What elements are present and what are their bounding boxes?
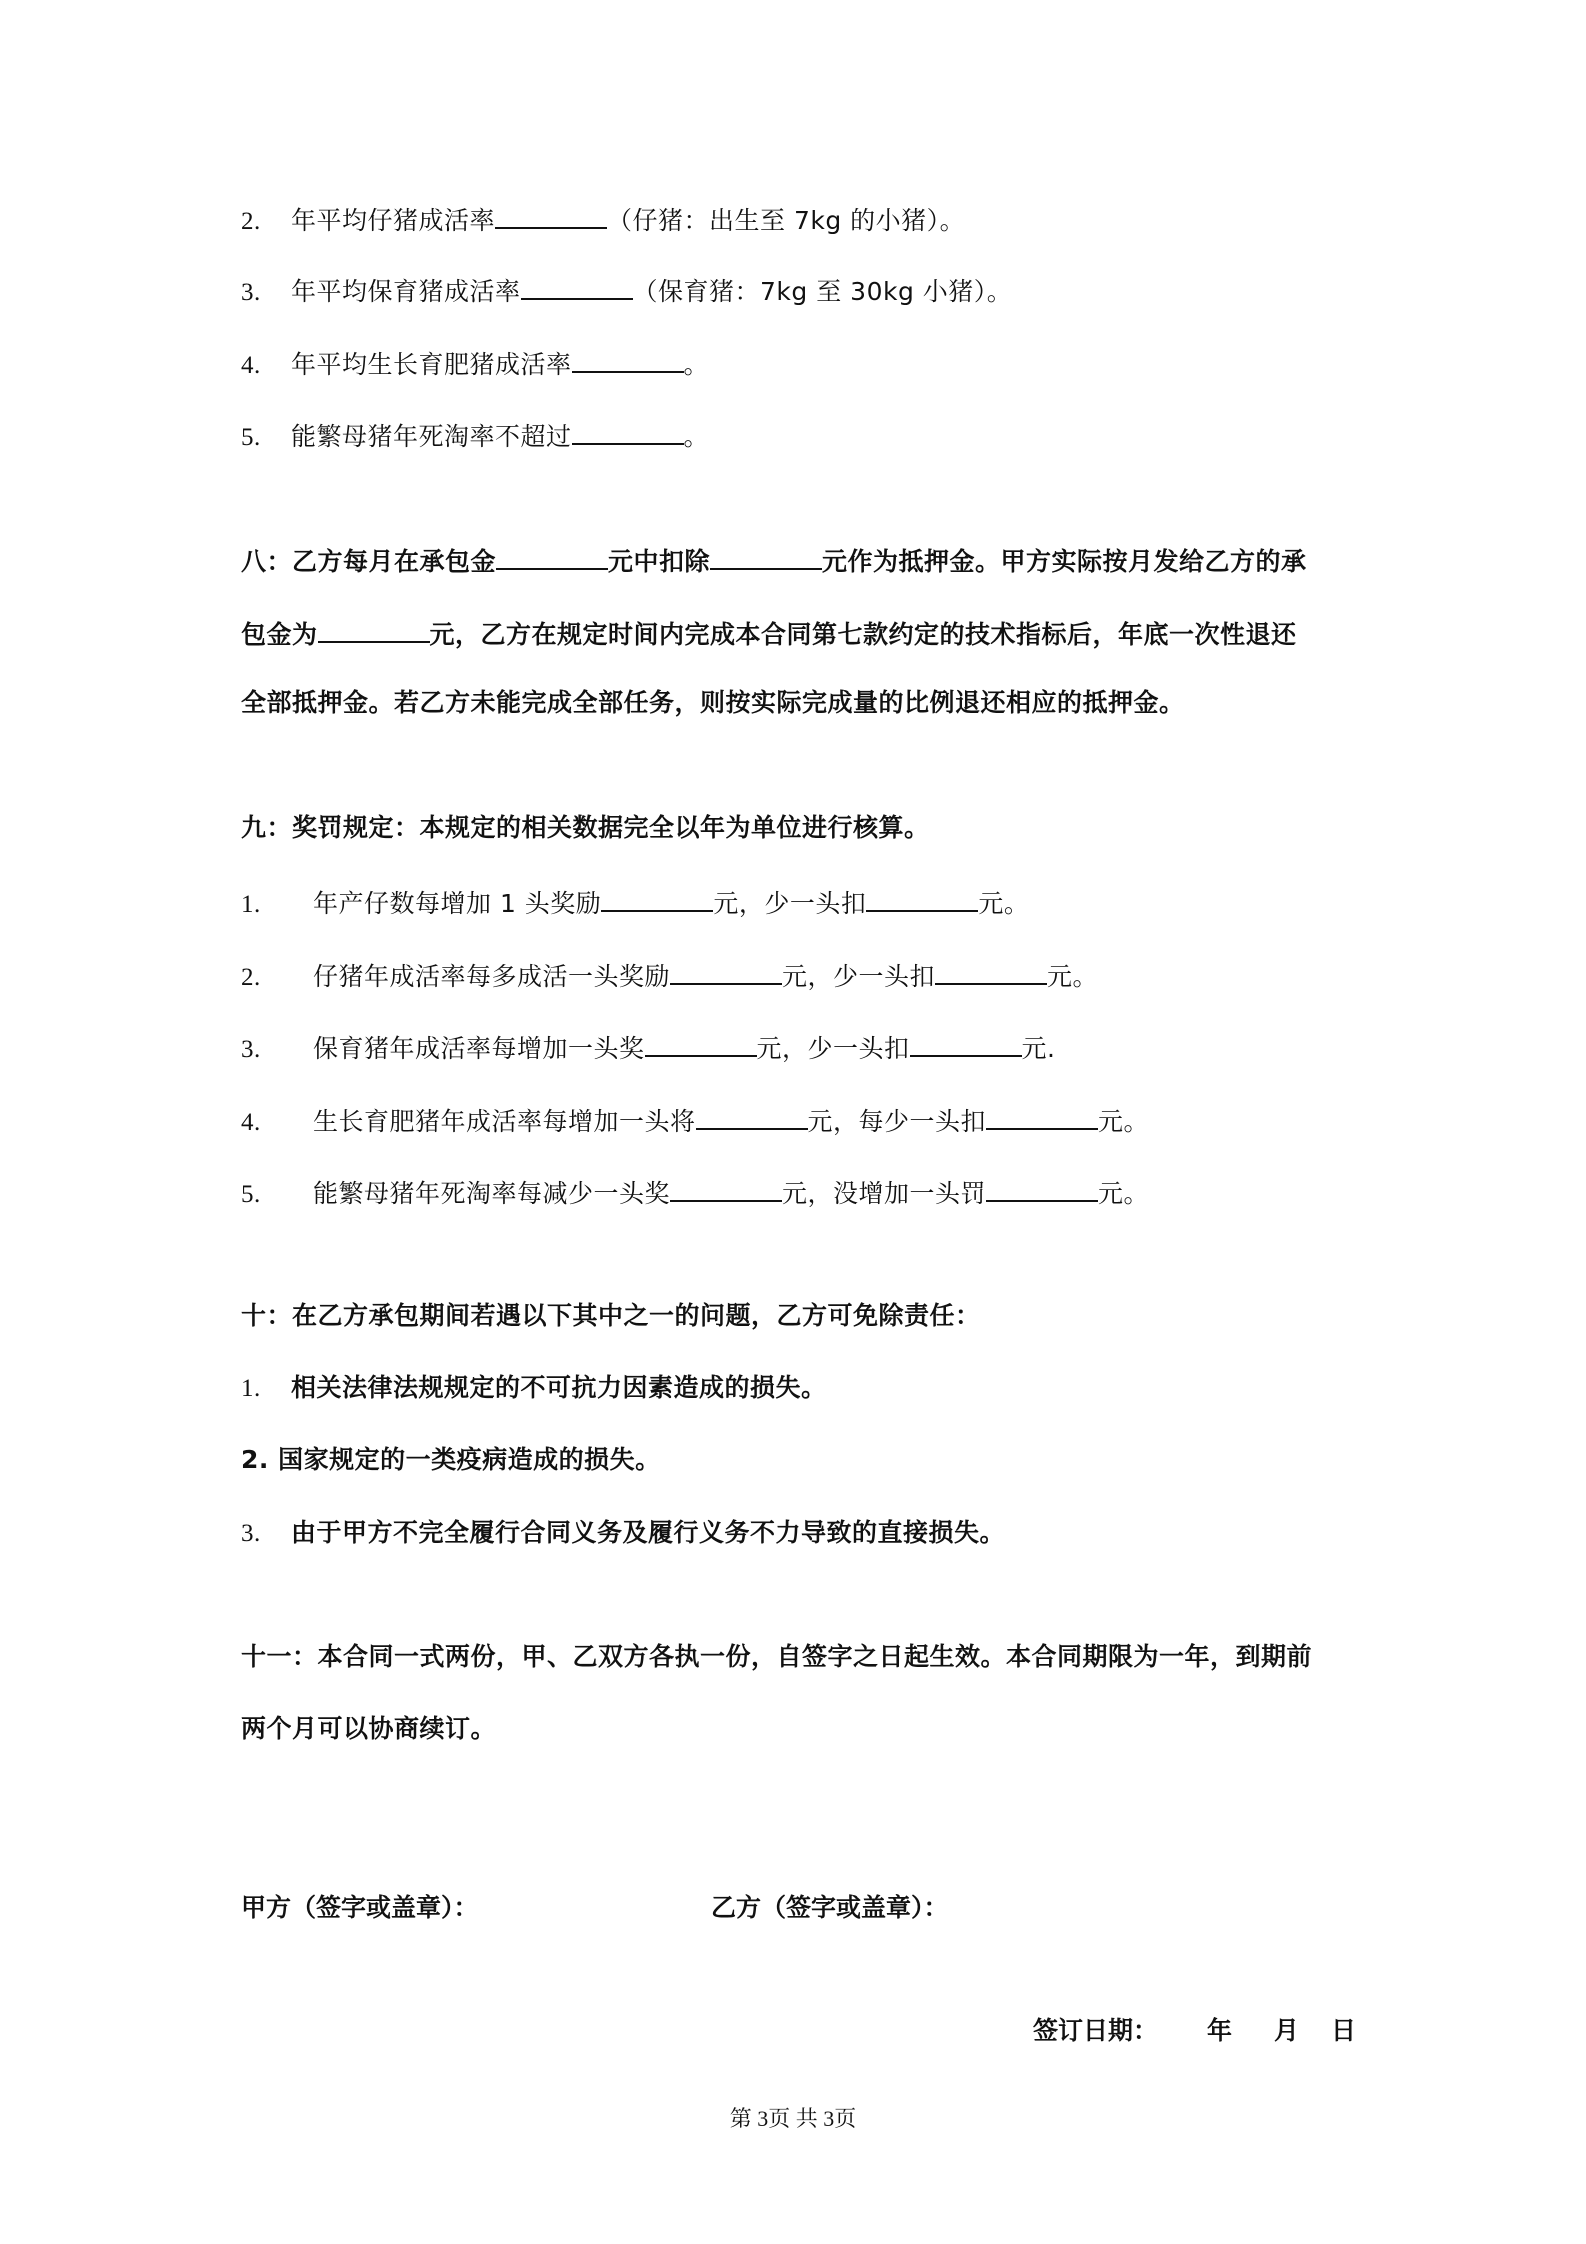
blank-field <box>866 884 978 912</box>
list-item: 4. 生长育肥猪年成活率每增加一头将 元，每少一头扣 元。 <box>241 1102 1149 1140</box>
date-day: 日 <box>1331 2016 1357 2045</box>
section-8-line-3: 全部抵押金。若乙方未能完成全部任务，则按实际完成量的比例退还相应的抵押金。 <box>241 688 1185 717</box>
blank-field <box>572 417 684 445</box>
section-11-line-2: 两个月可以协商续订。 <box>241 1714 497 1743</box>
list-item: 2. 仔猪年成活率每多成活一头奖励 元，少一头扣 元。 <box>241 957 1098 995</box>
blank-field <box>645 1029 757 1057</box>
party-b-signature-label: 乙方（签字或盖章）： <box>711 1893 949 1922</box>
item-number: 4. <box>241 352 261 379</box>
blank-field <box>986 1102 1098 1130</box>
blank-field <box>318 615 430 643</box>
item-number: 4. <box>241 1109 261 1136</box>
blank-field <box>601 884 713 912</box>
list-item: 5. 能繁母猪年死淘率每减少一头奖 元，没增加一头罚 元。 <box>241 1174 1149 1212</box>
item-number: 5. <box>241 424 261 451</box>
list-item: 1. 相关法律法规规定的不可抗力因素造成的损失。 <box>241 1371 827 1406</box>
list-item: 1. 年产仔数每增加 1 头奖励 元，少一头扣 元。 <box>241 884 1029 922</box>
item-number: 3. <box>241 279 261 306</box>
blank-field <box>670 1174 782 1202</box>
section-8-line-2: 包金为 元，乙方在规定时间内完成本合同第七款约定的技术指标后，年底一次性退还 <box>241 615 1297 652</box>
item-number: 1. <box>241 891 261 918</box>
list-item: 3. 年平均保育猪成活率 （保育猪：7kg 至 30kg 小猪）。 <box>241 272 1012 310</box>
page-footer: 第 3页 共 3页 <box>729 2106 857 2131</box>
list-item: 3. 保育猪年成活率每增加一头奖 元，少一头扣 元. <box>241 1029 1055 1067</box>
section-11-line-1: 十一：本合同一式两份，甲、乙双方各执一份，自签字之日起生效。本合同期限为一年，到期前 <box>241 1642 1313 1671</box>
list-item: 3. 由于甲方不完全履行合同义务及履行义务不力导致的直接损失。 <box>241 1516 1005 1551</box>
blank-field <box>710 542 822 570</box>
list-item: 5. 能繁母猪年死淘率不超过 。 <box>241 417 709 455</box>
blank-field <box>696 1102 808 1130</box>
blank-field <box>910 1029 1022 1057</box>
party-a-signature-label: 甲方（签字或盖章）： <box>241 1893 479 1922</box>
item-number: 1. <box>241 1375 261 1402</box>
blank-field <box>521 272 633 300</box>
item-number: 2. <box>241 208 261 235</box>
list-item: 2. 年平均仔猪成活率 （仔猪：出生至 7kg 的小猪）。 <box>241 201 965 239</box>
blank-field <box>935 957 1047 985</box>
item-number: 5. <box>241 1181 261 1208</box>
item-number: 2. <box>241 964 261 991</box>
date-year: 年 <box>1207 2016 1233 2045</box>
section-10-heading: 十：在乙方承包期间若遇以下其中之一的问题，乙方可免除责任： <box>241 1301 981 1330</box>
item-number: 3. <box>241 1520 261 1547</box>
blank-field <box>496 542 608 570</box>
blank-field <box>495 201 607 229</box>
blank-field <box>986 1174 1098 1202</box>
list-item: 4. 年平均生长育肥猪成活率 。 <box>241 345 709 383</box>
blank-field <box>670 957 782 985</box>
date-month: 月 <box>1274 2016 1300 2045</box>
signing-date-label: 签订日期： <box>1033 2016 1159 2045</box>
blank-field <box>572 345 684 373</box>
list-item: 2. 国家规定的一类疫病造成的损失。 <box>241 1445 661 1474</box>
section-9-heading: 九：奖罚规定：本规定的相关数据完全以年为单位进行核算。 <box>241 813 930 842</box>
item-number: 3. <box>241 1036 261 1063</box>
section-8-line-1: 八：乙方每月在承包金 元中扣除 元作为抵押金。甲方实际按月发给乙方的承 <box>241 542 1307 579</box>
